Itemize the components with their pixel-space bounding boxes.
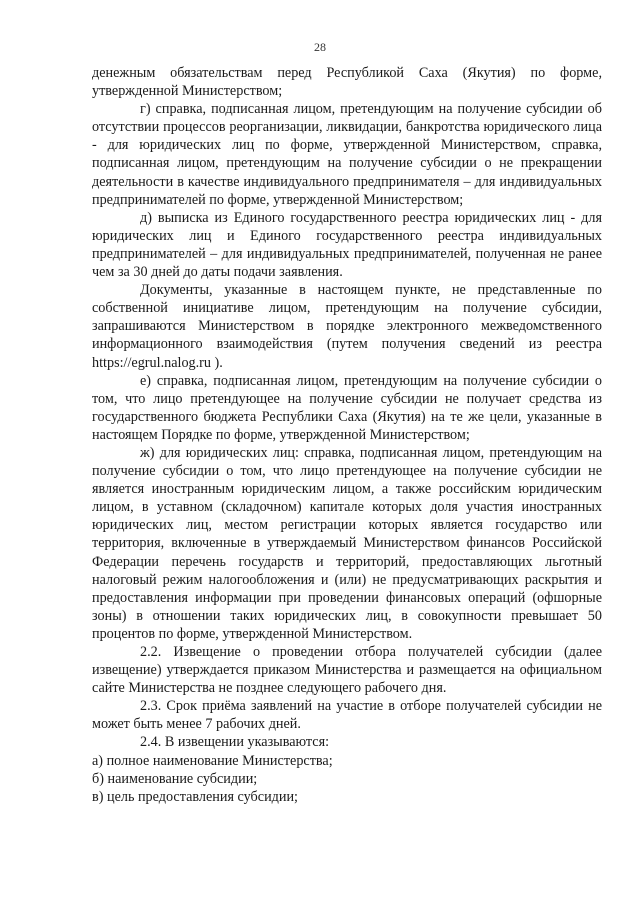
paragraph-item-g: г) справка, подписанная лицом, претендующим на получение субсидии об отсутствии процессов реорганизации, ликвидации, банкротства юридического лица - для юридических лиц по форме, утвержденной Министерством, справка, подписанная лицом, претендующим на получение субсидии о не прекращении деятельности в качестве индивидуального предпринимателя – для индивидуальных предпринимателей по форме, утвержденной Министерством; bbox=[92, 101, 602, 208]
list-item-b: б) наименование субсидии; bbox=[92, 770, 258, 787]
paragraph-2-2: 2.2. Извещение о проведении отбора получателей субсидии (далее извещение) утверждается приказом Министерства и размещается на официальном сайте Министерства не позднее следующего рабочего дня. bbox=[92, 644, 602, 697]
list-item-v: в) цель предоставления субсидии; bbox=[92, 788, 299, 805]
page-number: 28 bbox=[314, 40, 326, 54]
document-body bbox=[92, 64, 602, 806]
paragraph-continuation: денежным обязательствам перед Республикой Саха (Якутия) по форме, утвержденной Министерством; bbox=[92, 65, 602, 100]
paragraph-item-e: е) справка, подписанная лицом, претендующим на получение субсидии о том, что лицо претендующее на получение субсидии не получает средства из государственного бюджета Республики Саха (Якутия) на те же цели, указанные в настоящем Порядке по форме, утвержденной Министерством; bbox=[92, 372, 602, 443]
paragraph-2-4: 2.4. В извещении указываются: bbox=[140, 734, 330, 751]
paragraph-item-zh: ж) для юридических лиц: справка, подписанная лицом, претендующим на получение субсидии о том, что лицо претендующее на получение субсидии не является иностранным юридическим лицом, а также российским юридическим лицом, в уставном (складочном) капитале которых доля участия иностранных юридических лиц, местом регистрации которых является государство или территория, включенные в утверждаемый Министерством финансов Российской Федерации перечень государств и территорий, предоставляющих льготный налоговый режим налогообложения и (или) не предусматривающих раскрытия и предоставления информации при проведении финансовых операций (офшорные зоны) в отношении таких юридических лиц, в совокупности превышает 50 процентов по форме, утвержденной Министерством. bbox=[92, 444, 602, 642]
list-item-a: а) полное наименование Министерства; bbox=[92, 752, 333, 769]
paragraph-documents-note: Документы, указанные в настоящем пункте, не представленные по собственной инициативе лицом, претендующим на получение субсидии, запрашиваются Министерством в порядке электронного межведомственного информационного взаимодействия (путем получения сведений из реестра https://egrul.nalog.ru ). bbox=[92, 282, 602, 371]
paragraph-item-d: д) выписка из Единого государственного реестра юридических лиц - для юридических лиц и Единого государственного реестра индивидуальных предпринимателей – для индивидуальных предпринимателей, полученная не ранее чем за 30 дней до даты подачи заявления. bbox=[92, 209, 602, 281]
paragraph-2-3: 2.3. Срок приёма заявлений на участие в отборе получателей субсидии не может быть менее 7 рабочих дней. bbox=[92, 698, 602, 733]
